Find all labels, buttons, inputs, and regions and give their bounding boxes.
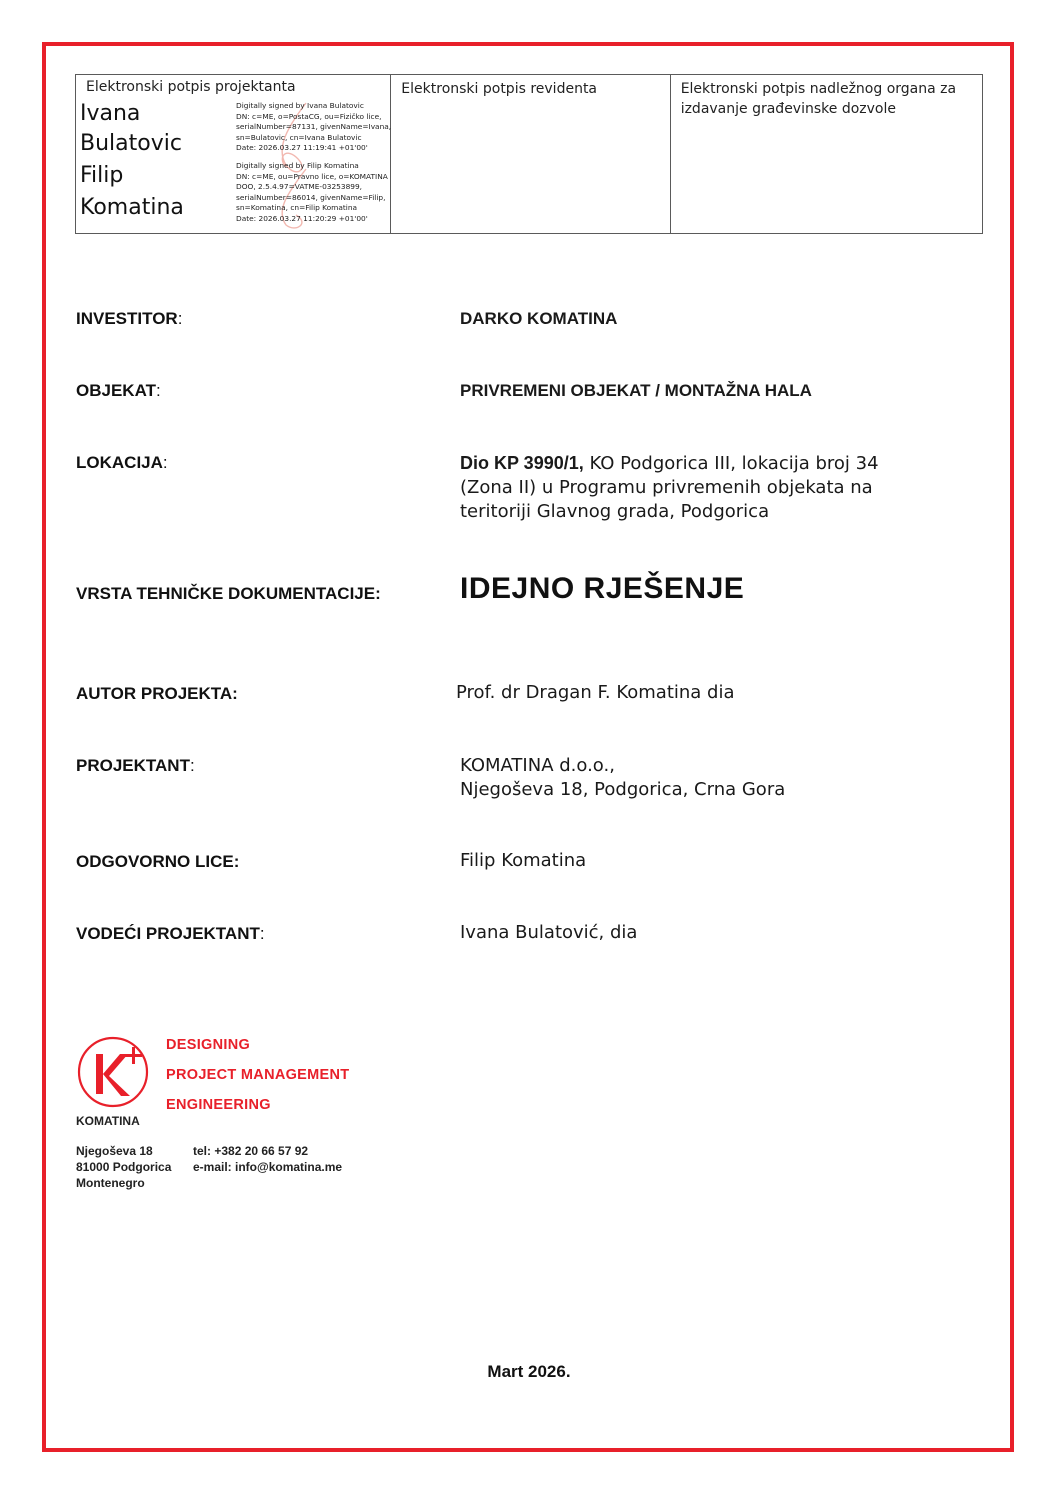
signer2-detail-line: serialNumber=86014, givenName=Filip, — [236, 192, 386, 202]
company-contact — [193, 1143, 342, 1175]
signer1-last-name: Bulatovic — [80, 131, 182, 156]
komatina-logo-icon — [76, 1034, 156, 1114]
autor-label: AUTOR PROJEKTA: — [76, 684, 238, 703]
signer2-detail-line: sn=Komatina, cn=Filip Komatina — [236, 203, 358, 212]
investitor-value: DARKO KOMATINA — [460, 309, 618, 328]
address-line: 81000 Podgorica — [76, 1160, 172, 1174]
document-type-title: IDEJNO RJEŠENJE — [460, 572, 745, 605]
lokacija-line: (Zona II) u Programu privremenih objekata na — [460, 477, 873, 498]
lokacija-label: LOKACIJA: — [76, 453, 168, 472]
signer1-details — [236, 101, 392, 154]
parcel-number: Dio KP 3990/1, — [460, 453, 584, 473]
signer2-detail-line: DN: c=ME, ou=Pravno lice, o=KOMATINA — [236, 171, 388, 181]
signer2-last-name: Komatina — [80, 195, 184, 220]
signer1-detail-line: DN: c=ME, o=PostaCG, ou=Fizičko lice, — [236, 111, 382, 121]
signer1-detail-line: serialNumber=87131, givenName=Ivana, — [236, 122, 392, 131]
objekat-value: PRIVREMENI OBJEKAT / MONTAŽNA HALA — [460, 381, 812, 400]
lokacija-line: teritoriji Glavnog grada, Podgorica — [460, 501, 770, 522]
page-border — [42, 42, 1014, 1452]
tagline-designing: DESIGNING — [166, 1037, 251, 1053]
lokacija-line: KO Podgorica III, lokacija broj 34 — [583, 453, 879, 474]
lokacija-value — [460, 451, 879, 524]
odgovorno-label: ODGOVORNO LICE: — [76, 852, 240, 871]
signer1-detail-line: sn=Bulatovic, cn=Ivana Bulatovic — [236, 132, 362, 142]
signer1-detail-line: Date: 2026.03.27 11:19:41 +01'00' — [236, 143, 368, 152]
vrsta-label: VRSTA TEHNIČKE DOKUMENTACIJE: — [76, 584, 381, 603]
logo-company-name: KOMATINA — [76, 1114, 140, 1128]
autor-value: Prof. dr Dragan F. Komatina dia — [456, 682, 735, 703]
projektant-line: KOMATINA d.o.o., — [460, 755, 615, 776]
vodeci-label: VODEĆI PROJEKTANT: — [76, 924, 265, 943]
phone: tel: +382 20 66 57 92 — [193, 1144, 309, 1158]
projektant-label: PROJEKTANT: — [76, 756, 195, 775]
tagline-project-management: PROJECT MANAGEMENT — [166, 1067, 350, 1083]
objekat-label: OBJEKAT: — [76, 381, 161, 400]
email: e-mail: info@komatina.me — [193, 1160, 343, 1174]
signer2-detail-line: DOO, 2.5.4.97=VATME-03253899, — [236, 182, 363, 191]
projektant-value — [460, 754, 785, 802]
investitor-label: INVESTITOR: — [76, 309, 183, 328]
document-date: Mart 2026. — [487, 1362, 571, 1381]
address-line: Njegoševa 18 — [76, 1144, 153, 1158]
signer1-detail-line: Digitally signed by Ivana Bulatovic — [236, 101, 364, 110]
reviewer-signature-header: Elektronski potpis revidenta — [401, 81, 598, 97]
signer2-detail-line: Digitally signed by Filip Komatina — [236, 161, 359, 170]
vodeci-value: Ivana Bulatović, dia — [460, 922, 638, 943]
authority-signature-cell — [671, 75, 982, 233]
signer2-first-name: Filip — [80, 163, 124, 188]
company-address — [76, 1143, 171, 1191]
signer2-detail-line: Date: 2026.03.27 11:20:29 +01'00' — [236, 213, 368, 223]
authority-signature-header: Elektronski potpis nadležnog organa za izdavanje građevinske dozvole — [680, 81, 957, 117]
reviewer-signature-cell — [391, 75, 670, 233]
odgovorno-value: Filip Komatina — [460, 850, 587, 871]
designer-signature-cell — [76, 75, 391, 233]
designer-signature-header: Elektronski potpis projektanta — [86, 79, 296, 95]
signer2-details — [236, 161, 392, 224]
address-line: Montenegro — [76, 1176, 145, 1190]
signer1-first-name: Ivana — [80, 101, 141, 126]
projektant-line: Njegoševa 18, Podgorica, Crna Gora — [460, 779, 786, 800]
tagline-engineering: ENGINEERING — [166, 1097, 271, 1113]
signature-table — [75, 74, 983, 234]
